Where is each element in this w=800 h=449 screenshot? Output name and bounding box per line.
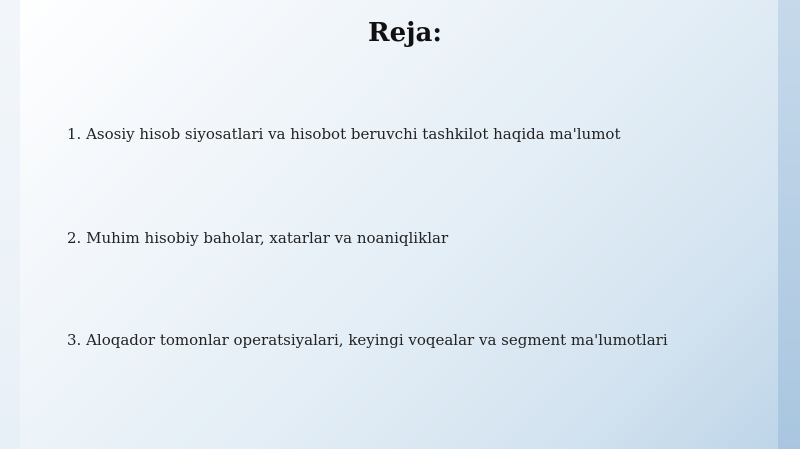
- slide-right-edge: [778, 0, 800, 449]
- plan-item-1: 1. Asosiy hisob siyosatlari va hisobot beruvchi tashkilot haqida ma'lumot: [67, 125, 621, 143]
- slide-left-edge: [0, 0, 20, 449]
- plan-item-3: 3. Aloqador tomonlar operatsiyalari, keyingi voqealar va segment ma'lumotlari: [67, 331, 668, 349]
- slide-title: Reja:: [367, 18, 442, 48]
- plan-item-2: 2. Muhim hisobiy baholar, xatarlar va noaniqliklar: [67, 229, 449, 247]
- slide-content: [20, 0, 778, 449]
